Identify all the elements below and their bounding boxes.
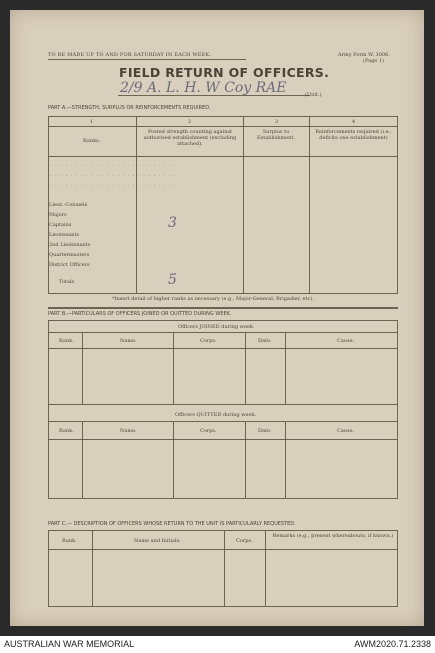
blank-rank-row: . . . . . . . . . . . . . . . . . . . . . . . . . <box>50 172 177 178</box>
rank-lieutenants: Lieutenants <box>49 232 80 238</box>
part-a-right-border <box>397 116 398 294</box>
joined-col-divider <box>285 332 286 404</box>
joined-col-divider <box>82 332 83 404</box>
joined-col-rank: Rank. <box>59 338 74 344</box>
rank-lieut-colonels: Lieut.-Colonels <box>49 202 88 208</box>
col-number-2: 2 <box>188 119 192 125</box>
part-a-note: *Insert detail of higher ranks as necessary (e.g., Major-General, Brigadier, etc). <box>112 296 314 302</box>
part-c-col-remarks: Remarks (e.g., present whereabouts, if known.) <box>272 533 394 539</box>
col-number-4: 4 <box>352 119 356 125</box>
quitted-col-divider <box>245 421 246 498</box>
part-c-top <box>48 530 398 531</box>
part-a-top-border <box>48 116 398 117</box>
part-c-col-divider <box>265 530 266 606</box>
unit-label: (Unit.) <box>305 92 322 98</box>
joined-col-date: Date. <box>258 338 272 344</box>
part-a-col-divider <box>243 116 244 294</box>
rank-majors: Majors <box>49 212 67 218</box>
rank-quartermasters: Quartermasters <box>49 252 90 258</box>
blank-rank-row: . . . . . . . . . . . . . . . . . . . . . . . . . <box>50 162 177 168</box>
part-a-header-bottom <box>48 156 398 157</box>
part-c-col-rank: Rank. <box>62 538 77 544</box>
rank-captains: Captains <box>49 222 72 228</box>
divider <box>48 59 246 60</box>
unit-line <box>118 95 310 96</box>
footer-accession-number: AWM2020.71.2338 <box>354 639 431 649</box>
quitted-col-date: Date. <box>258 428 272 434</box>
form-number: Army Form W. 3006. <box>338 52 390 58</box>
joined-col-name: Name. <box>120 338 137 344</box>
quitted-col-name: Name. <box>120 428 137 434</box>
quitted-col-cause: Cause. <box>337 428 355 434</box>
part-a-col-divider <box>136 116 137 294</box>
reinforcements-header: Reinforcements required (i.e., deficits one establishment) <box>315 129 392 141</box>
joined-col-cause: Cause. <box>337 338 355 344</box>
part-c-col-corps: Corps. <box>236 538 253 544</box>
part-b-heading: PART B.—PARTICULARS OF OFFICERS JOINED OR QUITTED DURING WEEK. <box>48 311 232 317</box>
quitted-right-border <box>397 404 398 498</box>
part-a-number-row-line <box>48 126 398 127</box>
rank-district-officers: District Officers <box>49 262 90 268</box>
quitted-header-bottom <box>48 439 398 440</box>
quitted-bottom <box>48 498 398 499</box>
joined-table-top <box>48 320 398 321</box>
part-c-right-border <box>397 530 398 606</box>
joined-right-border <box>397 320 398 404</box>
handwritten-totals: 5 <box>168 272 177 288</box>
quitted-col-divider <box>82 421 83 498</box>
handwritten-lieutenants-count: 3 <box>168 215 177 231</box>
part-b-top-rule <box>48 307 398 309</box>
quitted-left-border <box>48 404 49 498</box>
joined-bottom <box>48 404 398 405</box>
quitted-col-divider <box>285 421 286 498</box>
part-a-bottom-border <box>48 293 398 294</box>
part-c-col-name: Name and Initials. <box>134 538 181 544</box>
quitted-title: Officers QUITTED during week. <box>175 412 257 418</box>
page-number: (Page 1) <box>363 58 384 64</box>
joined-col-divider <box>245 332 246 404</box>
rank-2nd-lieutenants: 2nd Lieutenants <box>49 242 91 248</box>
quitted-col-divider <box>173 421 174 498</box>
form-sheet <box>10 10 424 626</box>
joined-col-divider <box>173 332 174 404</box>
joined-title: Officers JOINED during week. <box>178 324 255 330</box>
col-number-3: 3 <box>275 119 279 125</box>
col-number-1: 1 <box>90 119 94 125</box>
part-c-col-divider <box>92 530 93 606</box>
joined-col-corps: Corps. <box>200 338 217 344</box>
quitted-col-corps: Corps. <box>200 428 217 434</box>
footer-institution: AUSTRALIAN WAR MEMORIAL <box>4 639 135 649</box>
part-a-col-divider <box>309 116 310 294</box>
surplus-header: Surplus to Establishment. <box>257 129 295 141</box>
joined-left-border <box>48 320 49 404</box>
quitted-col-rank: Rank. <box>59 428 74 434</box>
part-c-left-border <box>48 530 49 606</box>
unit-handwritten: 2/9 A. L. H. W Coy RAE <box>120 80 287 96</box>
part-c-bottom <box>48 606 398 607</box>
part-c-heading: PART C.— DESCRIPTION OF OFFICERS WHOSE RETURN TO THE UNIT IS PARTICULARLY REQUESTED. <box>48 521 296 527</box>
made-up-note: TO BE MADE UP TO AND FOR SATURDAY IN EACH WEEK. <box>48 52 212 58</box>
part-c-header-bottom <box>48 549 398 550</box>
blank-rank-row: . . . . . . . . . . . . . . . . . . . . . . . . . <box>50 182 177 188</box>
totals-label: Totals <box>59 279 75 285</box>
posted-strength-header: Posted strength counting against authorised establishment (excluding attached). <box>143 129 237 147</box>
form-title: FIELD RETURN OF OFFICERS. <box>119 65 330 80</box>
footer-bar <box>0 636 435 653</box>
part-a-heading: PART A.—STRENGTH, SURPLUS OR REINFORCEMENTS REQUIRED. <box>48 105 211 111</box>
part-c-col-divider <box>224 530 225 606</box>
ranks-header: Ranks. <box>83 138 101 144</box>
joined-header-top <box>48 332 398 333</box>
quitted-header-top <box>48 421 398 422</box>
joined-header-bottom <box>48 348 398 349</box>
